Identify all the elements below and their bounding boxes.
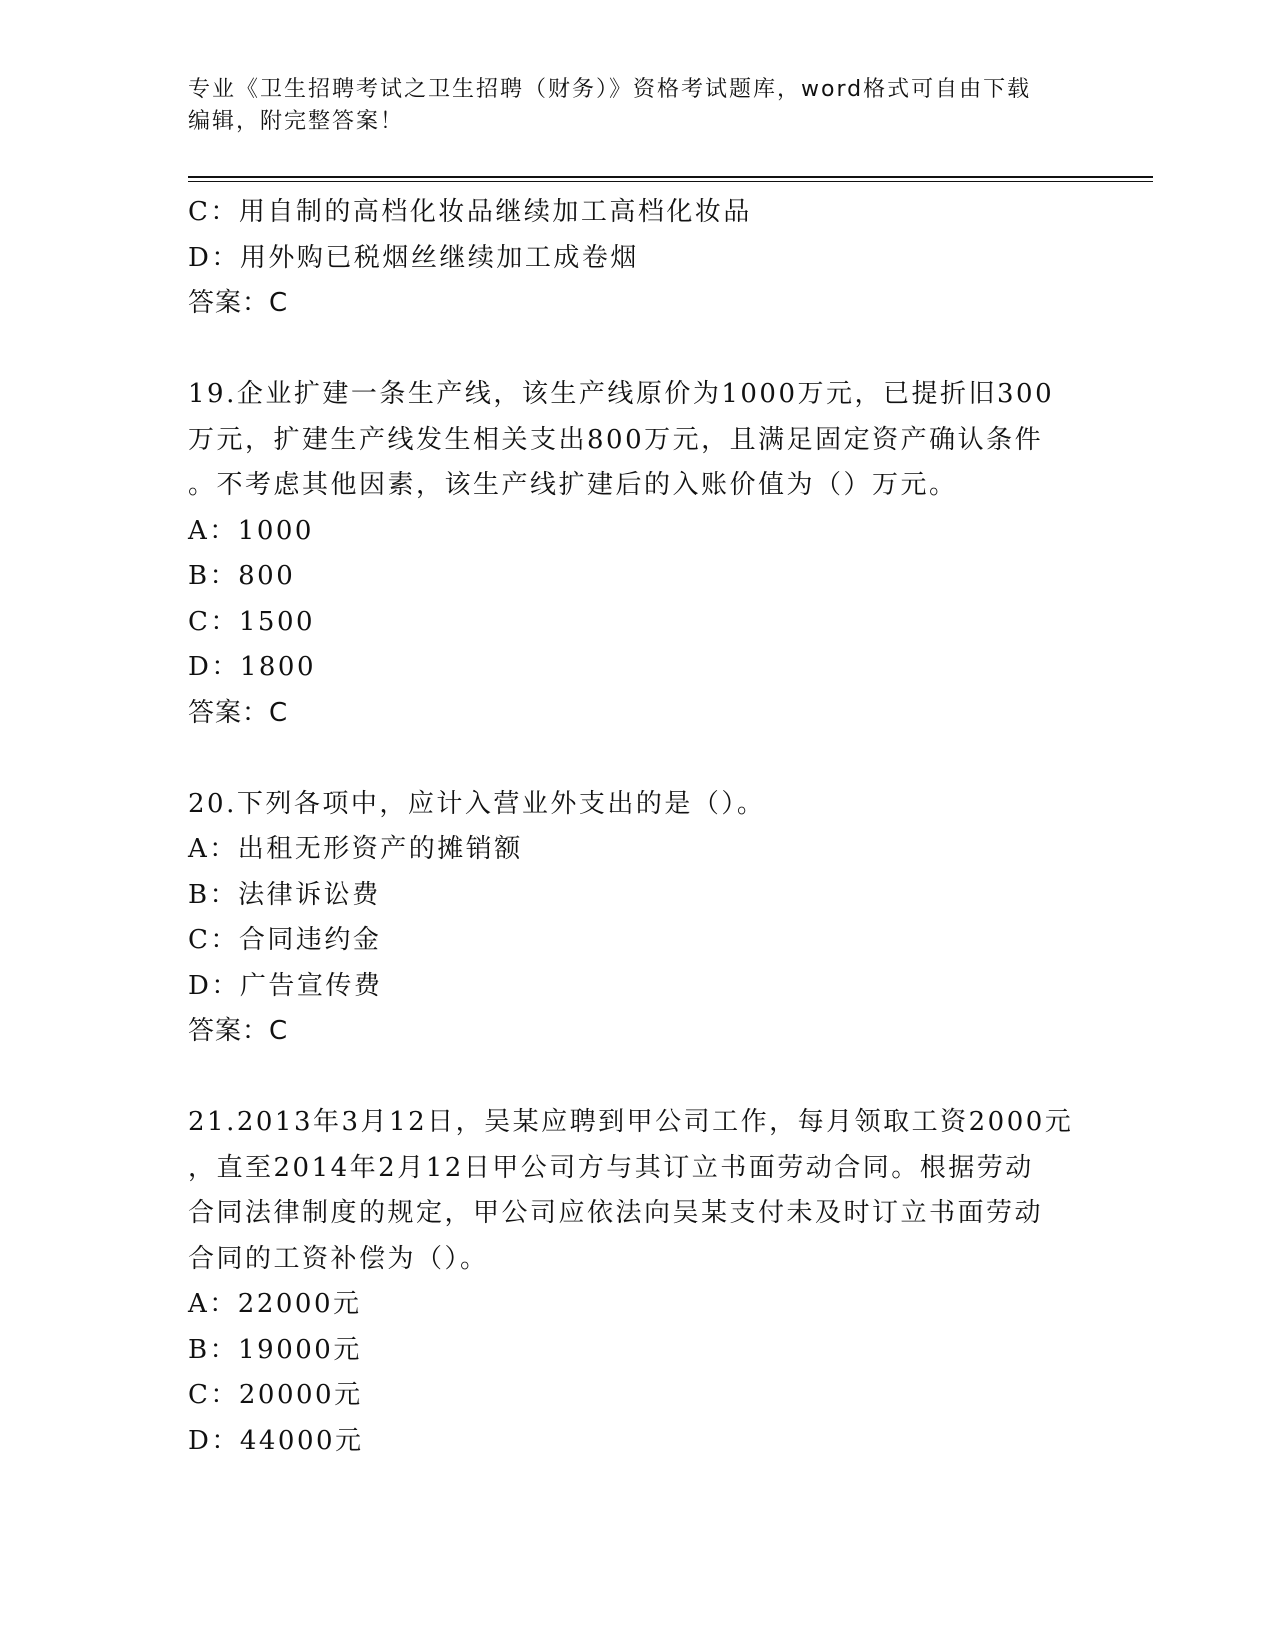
question-text-line: 20.下列各项中，应计入营业外支出的是（）。: [188, 788, 766, 819]
question-text-line: 。不考虑其他因素，该生产线扩建后的入账价值为（）万元。: [188, 470, 958, 500]
question-21: [188, 1100, 1108, 1464]
question-spacer: [188, 327, 1108, 373]
question-text-line: ，直至2014年2月12日甲公司方与其订立书面劳动合同。根据劳动: [188, 1152, 1034, 1183]
header-line-2: 编辑，附完整答案！: [188, 109, 405, 134]
option-a: A：出租无形资产的摊销额: [188, 834, 523, 864]
question-text-line: 21.2013年3月12日，吴某应聘到甲公司工作，每月领取工资2000元: [188, 1107, 1074, 1137]
question-text-line: 合同法律制度的规定，甲公司应依法向吴某支付未及时订立书面劳动: [188, 1198, 1044, 1228]
answer-line: 答案：C: [188, 697, 289, 728]
option-c: C：20000元: [188, 1380, 363, 1410]
header-divider-thin: [188, 181, 1153, 182]
answer-line: 答案：C: [188, 1016, 289, 1046]
option-d: D：1800: [188, 652, 317, 682]
option-a: A：1000: [188, 515, 314, 546]
option-b: B：800: [188, 561, 296, 591]
question-list: [188, 190, 1108, 1464]
answer-line: 答案：C: [188, 288, 289, 318]
option-c: C：1500: [188, 606, 316, 637]
question-spacer: [188, 736, 1108, 782]
option-d: D：44000元: [188, 1425, 364, 1456]
option-d: D：用外购已税烟丝继续加工成卷烟: [188, 242, 639, 273]
option-d: D：广告宣传费: [188, 970, 383, 1001]
header-line-1: 专业《卫生招聘考试之卫生招聘（财务）》资格考试题库，word格式可自由下载: [188, 77, 1032, 102]
question-spacer: [188, 1055, 1108, 1101]
option-a: A：22000元: [188, 1289, 362, 1319]
page-header: [188, 74, 1088, 138]
question-20: [188, 782, 1108, 1055]
question-text-line: 19.企业扩建一条生产线，该生产线原价为1000万元，已提折旧300: [188, 379, 1055, 409]
question-18-tail: [188, 190, 1108, 327]
option-c: C：合同违约金: [188, 925, 382, 955]
question-19: [188, 372, 1108, 736]
option-b: B：19000元: [188, 1334, 362, 1365]
option-b: B：法律诉讼费: [188, 879, 381, 910]
header-divider-thick: [188, 176, 1153, 178]
question-text-line: 合同的工资补偿为（）。: [188, 1243, 489, 1274]
option-c: C：用自制的高档化妆品继续加工高档化妆品: [188, 197, 752, 227]
question-text-line: 万元，扩建生产线发生相关支出800万元，且满足固定资产确认条件: [188, 424, 1044, 455]
